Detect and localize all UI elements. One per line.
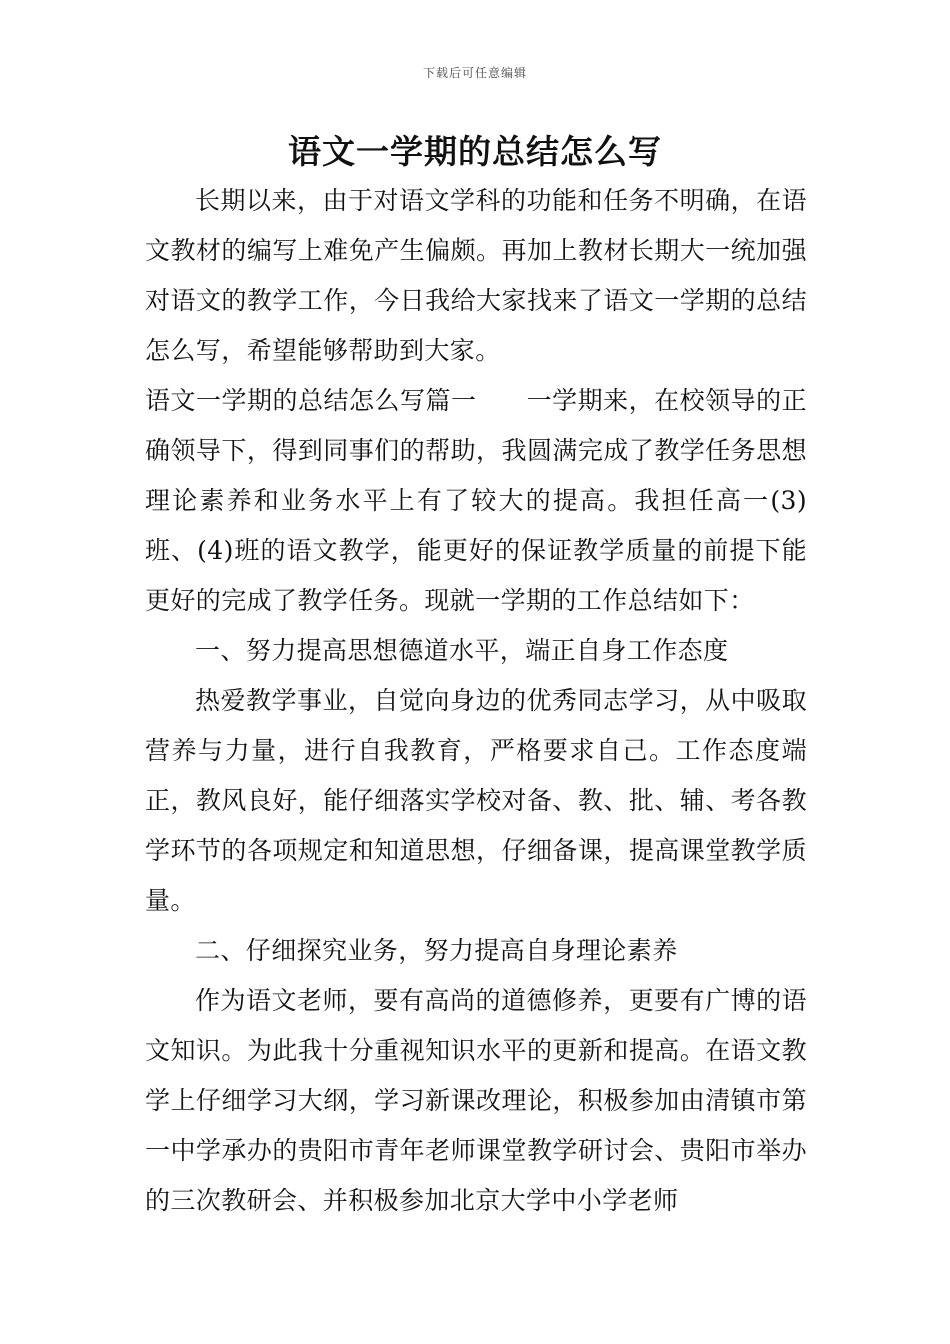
document-title: 语文一学期的总结怎么写 <box>288 132 662 171</box>
header-note: 下载后可任意编辑 <box>422 66 527 80</box>
section1-paragraph: 热爱教学事业，自觉向身边的优秀同志学习，从中吸取营养与力量，进行自我教育，严格要求自己。工作态度端正，教风良好，能仔细落实学校对备、教、批、辅、考各教学环节的各项规定和知道思想，仔细备课，提高课堂教学质量。 <box>145 686 807 915</box>
part1-heading: 语文一学期的总结怎么写篇一 <box>145 386 477 415</box>
section2-heading: 二、仔细探究业务，努力提高自身理论素养 <box>195 936 678 965</box>
section2-paragraph: 作为语文老师，要有高尚的道德修养，更要有广博的语文知识。为此我十分重视知识水平的更新和提高。在语文教学上仔细学习大纲，学习新课改理论，积极参加由清镇市第一中学承办的贵阳市青年老师课堂教学研讨会、贵阳市举办的三次教研会、并积极参加北京大学中小学老师 <box>145 986 807 1215</box>
document-body <box>145 176 807 1226</box>
part1-text: 一学期来，在校领导的正确领导下，得到同事们的帮助，我圆满完成了教学任务思想理论素养和业务水平上有了较大的提高。我担任高一(3)班、(4)班的语文教学，能更好的保证教学质量的前提下能更好的完成了教学任务。现就一学期的工作总结如下： <box>145 386 807 615</box>
section1-heading: 一、努力提高思想德道水平，端正自身工作态度 <box>195 636 729 665</box>
part1-paragraph <box>145 376 807 626</box>
intro-paragraph: 长期以来，由于对语文学科的功能和任务不明确，在语文教材的编写上难免产生偏颇。再加上教材长期大一统加强对语文的教学工作，今日我给大家找来了语文一学期的总结怎么写，希望能够帮助到大家。 <box>145 186 807 365</box>
